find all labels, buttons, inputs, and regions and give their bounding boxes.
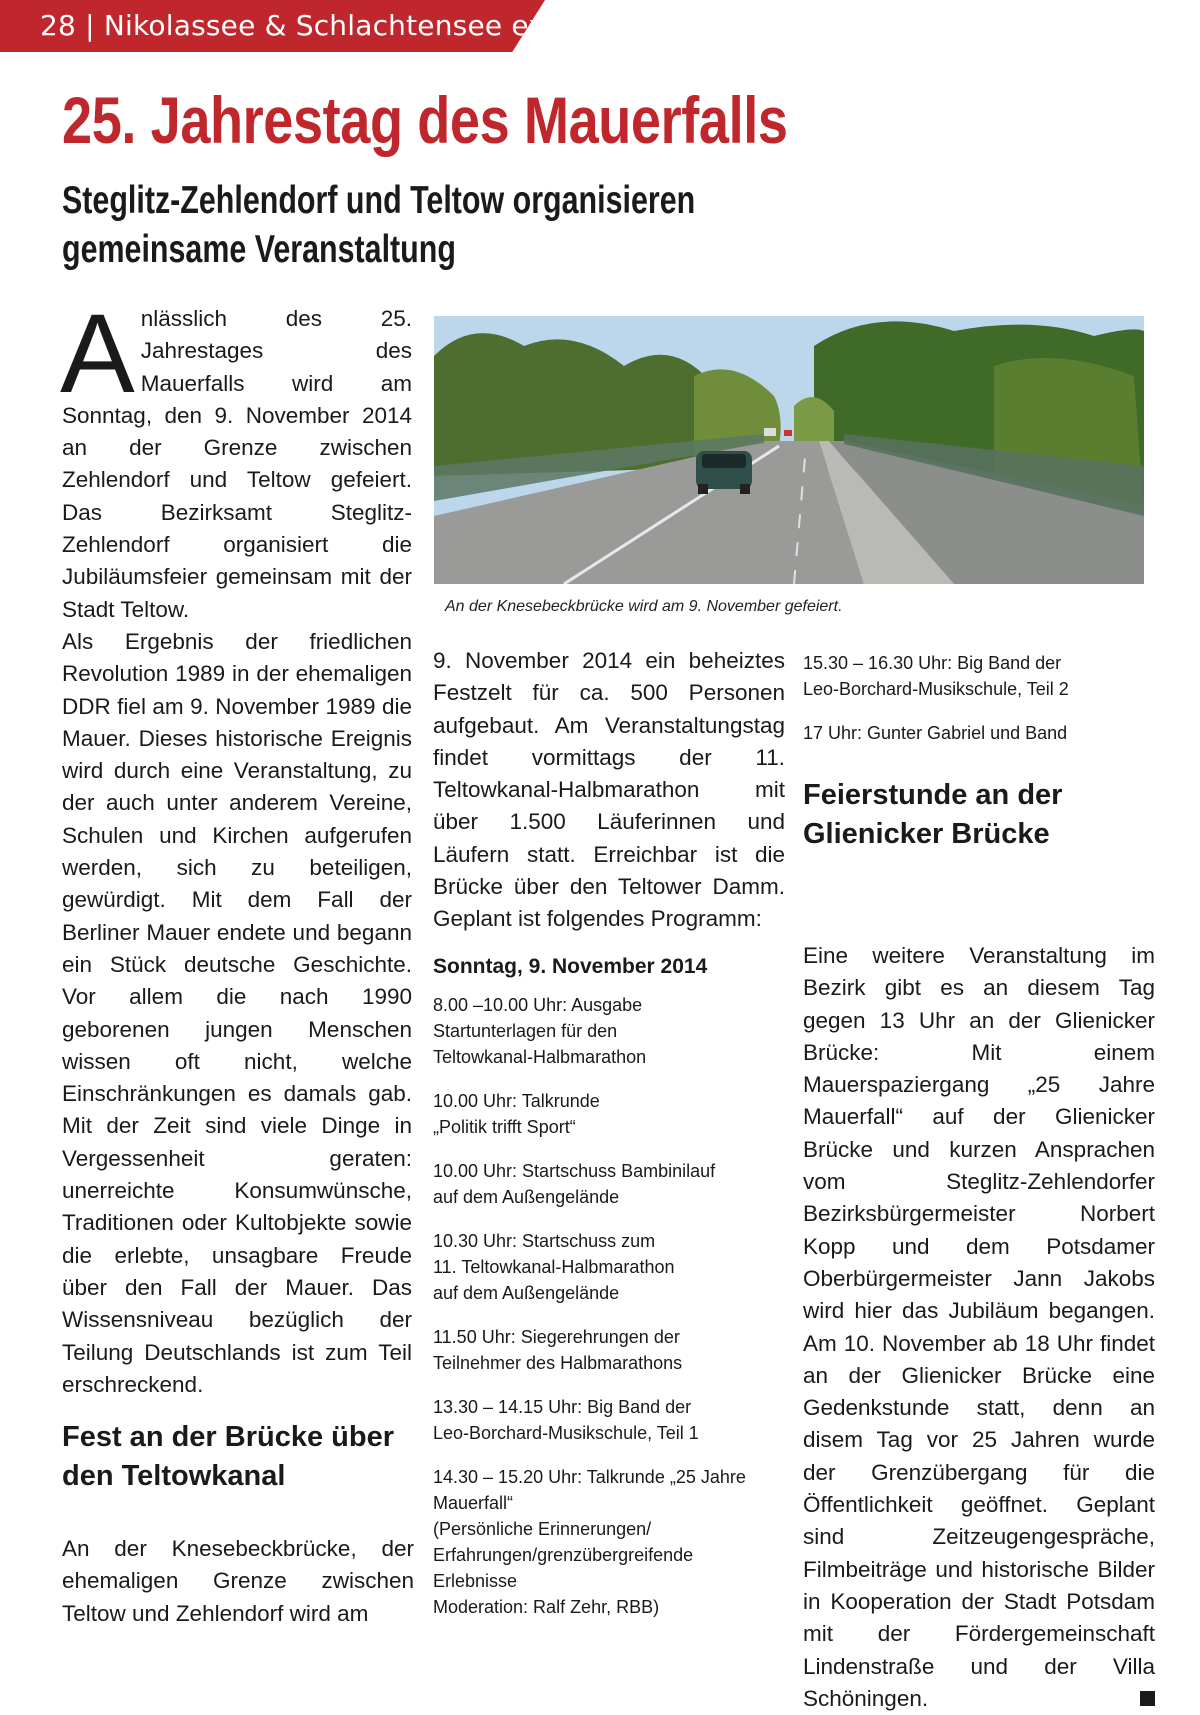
- fest-paragraph: An der Knesebeckbrücke, der ehemaligen Grenze zwischen Teltow und Zehlendorf wird am: [62, 1536, 414, 1626]
- column-1: [60, 291, 412, 1401]
- end-mark-icon: [1140, 1691, 1155, 1706]
- article-subtitle: [62, 176, 695, 274]
- drop-cap: A: [60, 291, 135, 416]
- program-item: 10.30 Uhr: Startschuss zum 11. Teltowkanal-Halbmarathon auf dem Außengelände: [433, 1231, 675, 1303]
- intro-paragraph: [60, 291, 412, 626]
- heading-fest: Fest an der Brücke über den Teltowkanal: [62, 1421, 394, 1492]
- intro-text: nlässlich des 25. Jahrestages des Mauerfalls wird am Sonntag, den 9. November 2014 an der Grenze zwischen Zehlendorf und Teltow gefeiert. Das Bezirksamt Steglitz-Zehlendorf organisiert die Jubiläumsfeier gemeinsam mit der Stadt Teltow.: [62, 306, 412, 622]
- program-item: 15.30 – 16.30 Uhr: Big Band der Leo-Borchard-Musikschule, Teil 2: [803, 653, 1069, 699]
- program-item: 10.00 Uhr: Startschuss Bambinilauf auf dem Außengelände: [433, 1161, 716, 1207]
- column-2-paragraph: 9. November 2014 ein beheiztes Festzelt für ca. 500 Personen aufgebaut. Am Veranstaltungstag findet vormittags der 11. Teltowkanal-Halbmarathon mit über 1.500 Läuferinnen und Läufern statt. Erreichbar ist die Brücke über den Teltower Damm. Geplant ist folgendes Programm:: [433, 648, 785, 932]
- program-item: 10.00 Uhr: Talkrunde „Politik trifft Sport“: [433, 1091, 600, 1137]
- subtitle-line-2: gemeinsame Veranstaltung: [62, 228, 456, 271]
- heading-feierstunde: Feierstunde an der Glienicker Brücke: [803, 779, 1063, 850]
- subtitle-line-1: Steglitz-Zehlendorf und Teltow organisieren: [62, 179, 696, 222]
- section-header: 28 | Nikolassee & Schlachtensee extra: [40, 9, 586, 42]
- program-item: 14.30 – 15.20 Uhr: Talkrunde „25 Jahre Mauerfall“ (Persönliche Erinnerungen/ Erfahrungen/grenzübergreifende Erlebnisse Moderation: Ralf Zehr, RBB): [433, 1467, 746, 1617]
- photo-caption: An der Knesebeckbrücke wird am 9. November gefeiert.: [445, 598, 843, 615]
- body-paragraph-2: Als Ergebnis der friedlichen Revolution 1989 in der ehemaligen DDR fiel am 9. November 1989 die Mauer. Dieses historische Ereignis wird durch eine Veranstaltung, zu der auch unter anderem Vereine, Schulen und Kirchen aufgerufen werden, sich zu beteiligen, gewürdigt. Mit dem Fall der Berliner Mauer endete und begann ein Stück deutsche Geschichte. Vor allem die nach 1990 geborenen jungen Menschen wissen oft nicht, welche Einschränkungen es damals gab. Mit der Zeit sind viele Dinge in Vergessenheit geraten: unerreichte Konsumwünsche, Traditionen oder Kultobjekte sowie die erlebte, unsagbare Freude über den Fall der Mauer. Das Wissensniveau bezüglich der Teilung Deutschlands ist zum Teil erschreckend.: [62, 628, 412, 1397]
- bridge-photo: [434, 316, 1144, 584]
- article-title: 25. Jahrestag des Mauerfalls: [62, 83, 788, 157]
- program-item: 11.50 Uhr: Siegerehrungen der Teilnehmer des Halbmarathons: [433, 1327, 683, 1373]
- program-heading: Sonntag, 9. November 2014: [433, 955, 708, 978]
- program-item: 8.00 –10.00 Uhr: Ausgabe Startunterlagen für den Teltowkanal-Halbmarathon: [433, 995, 647, 1067]
- feier-paragraph: [803, 940, 1155, 1715]
- program-item: 17 Uhr: Gunter Gabriel und Band: [803, 723, 1068, 743]
- program-item: 13.30 – 14.15 Uhr: Big Band der Leo-Borchard-Musikschule, Teil 1: [433, 1397, 699, 1443]
- feier-text: Eine weitere Veranstaltung im Bezirk gibt es an diesem Tag gegen 13 Uhr an der Glienicker Brücke: Mit einem Mauerspaziergang „25 Jahre Mauerfall“ auf der Glienicker Brücke und kurzen Ansprachen vom Steglitz-Zehlendorfer Bezirksbürgermeister Norbert Kopp und dem Potsdamer Oberbürgermeister Jann Jakobs wird hier das Jubiläum begangen. Am 10. November ab 18 Uhr findet an der Glienicker Brücke eine Gedenkstunde statt, denn an disem Tag vor 25 Jahren wurde der Grenzübergang für die Öffentlichkeit geöffnet. Geplant sind Zeitzeugengespräche, Filmbeiträge und historische Bilder in Kooperation der Stadt Potsdam mit der Fördergemeinschaft Lindenstraße und der Villa Schöningen.: [803, 943, 1155, 1711]
